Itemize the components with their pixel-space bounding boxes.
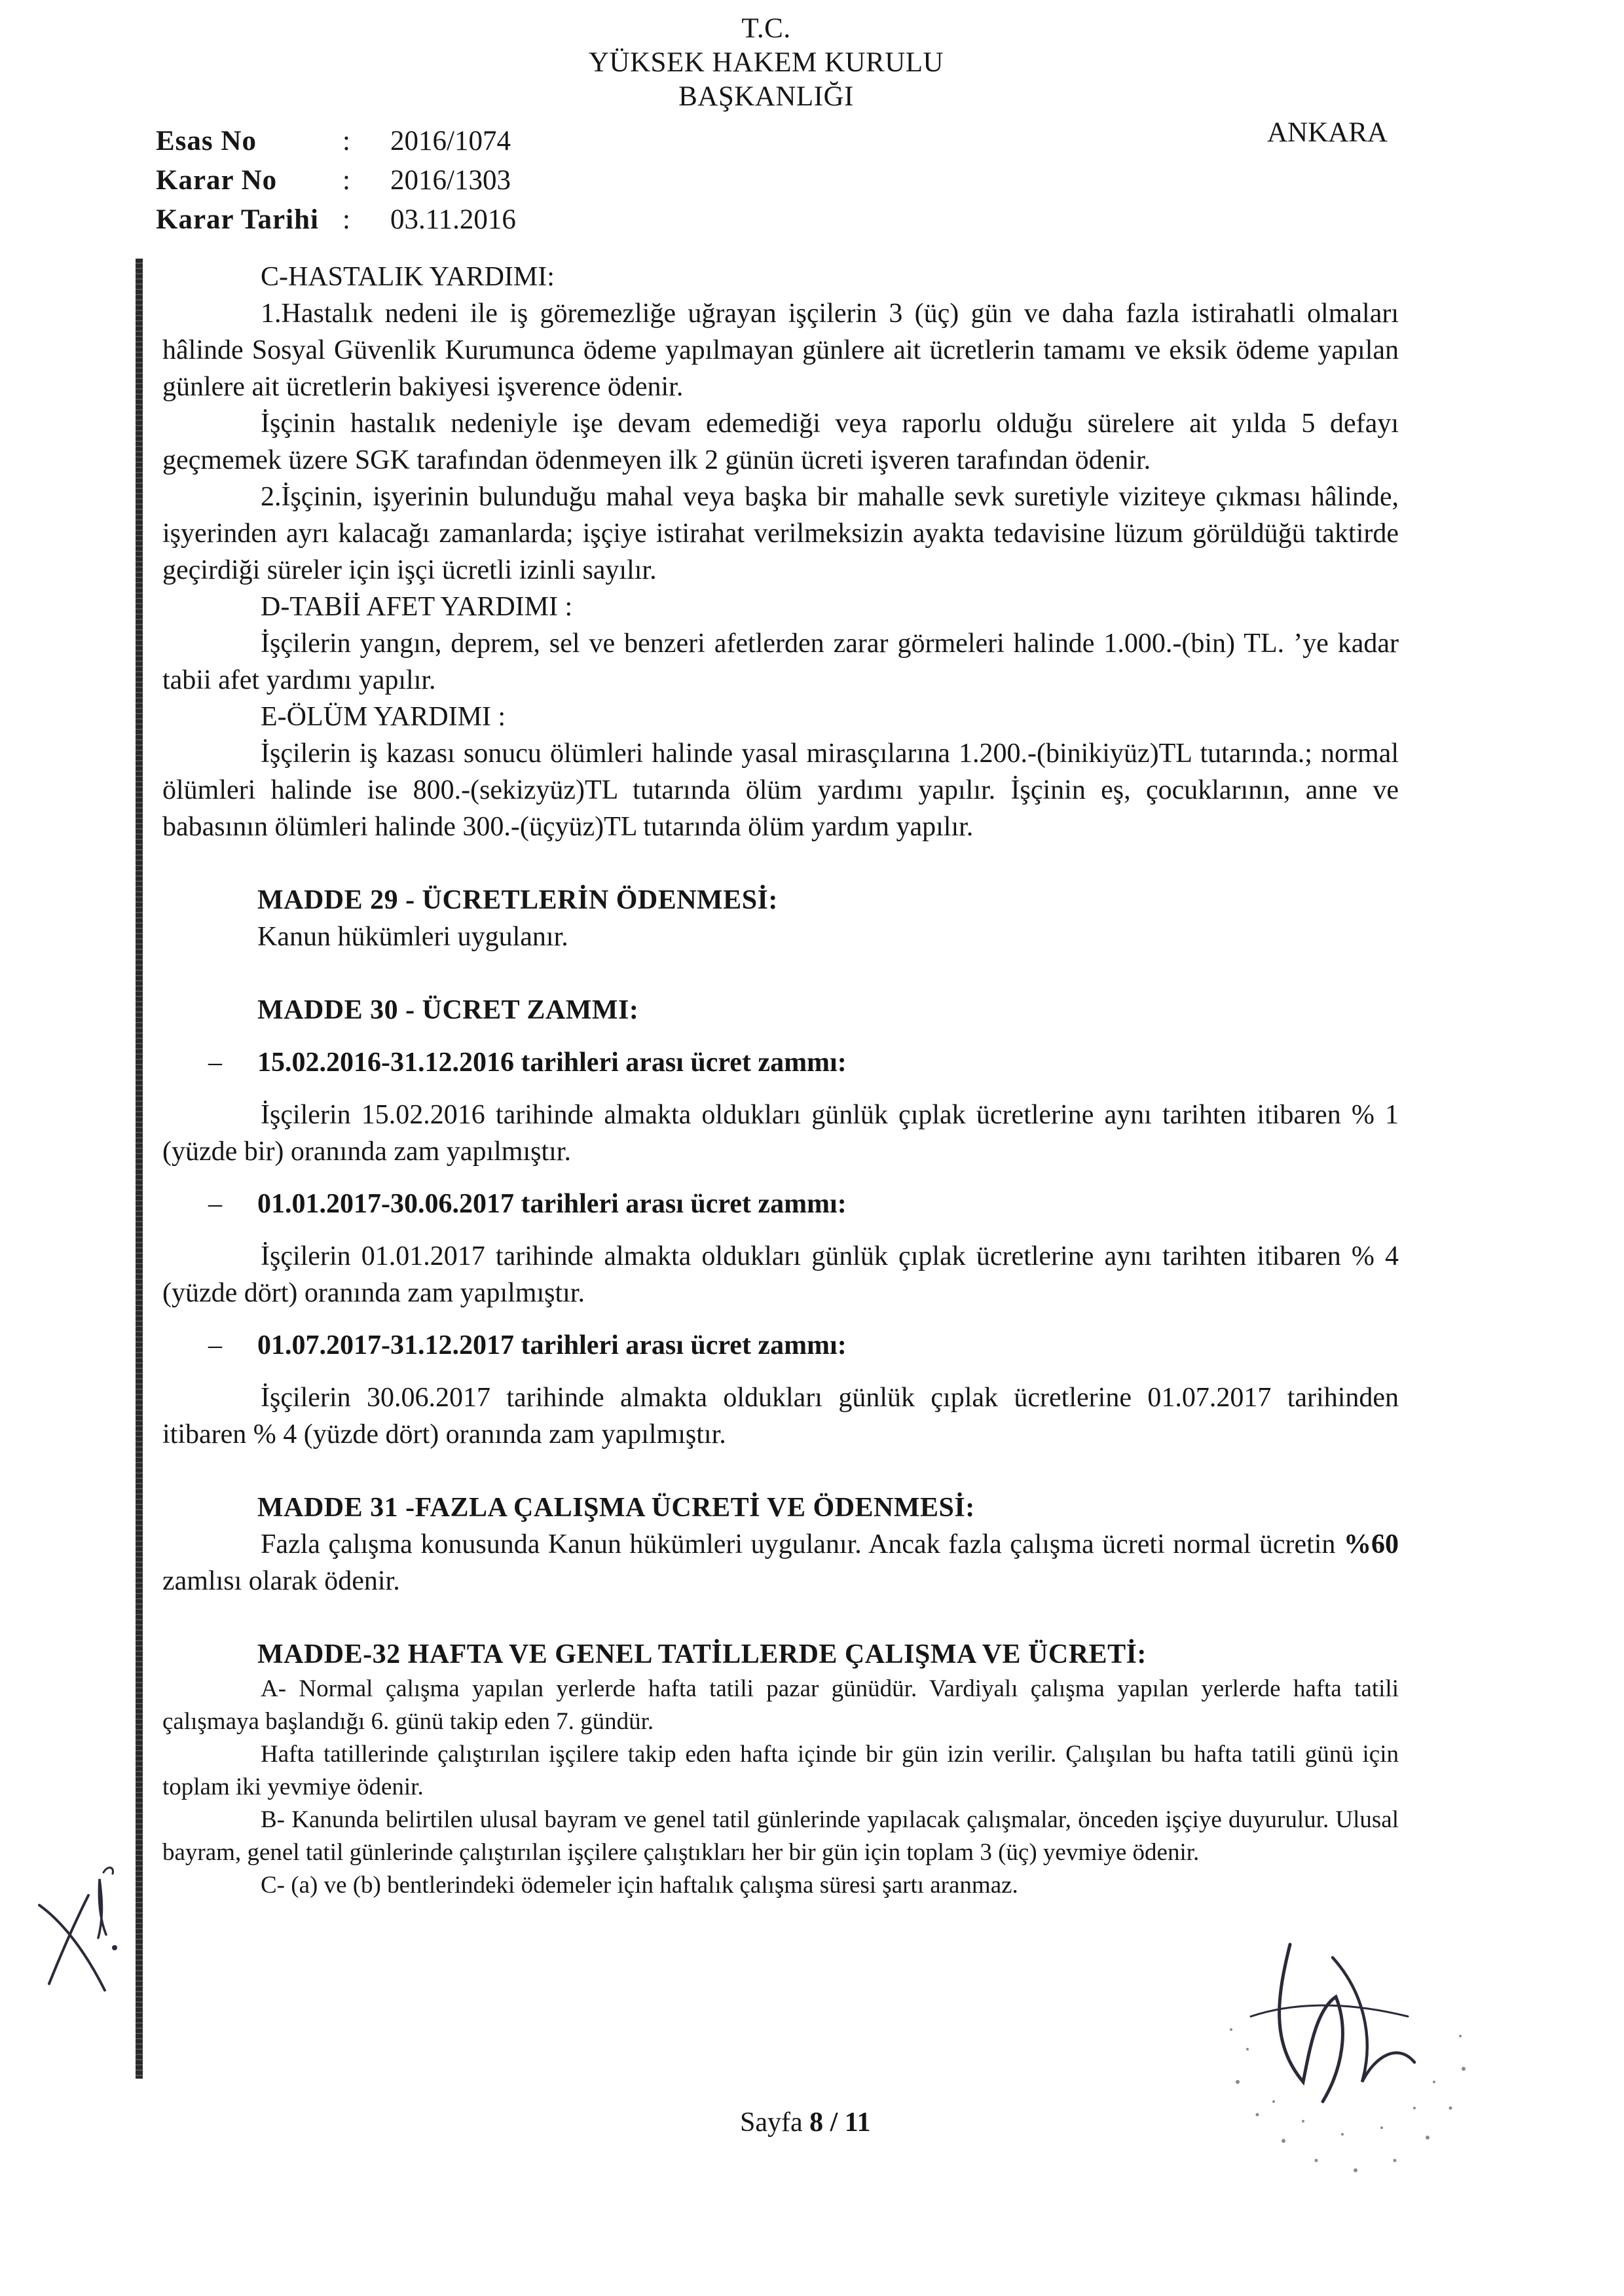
section-c-paragraph-3: 2.İşçinin, işyerinin bulunduğu mahal veya başka bir mahalle sevk suretiyle viziteye çıkması hâlinde, işyerinden ayrı kalacağı zamanlarda; işçiye istirahat verilmeksizin ayakta tedavisine lüzum görüldüğü taktirde geçirdiği süreler için işçi ücretli izinli sayılır. bbox=[162, 482, 1399, 585]
section-e-title: E-ÖLÜM YARDIMI : bbox=[261, 702, 506, 732]
dash-bullet: – bbox=[208, 1048, 222, 1078]
tarih-colon: : bbox=[342, 204, 350, 235]
header-institution: YÜKSEK HAKEM KURULU bbox=[588, 47, 944, 78]
madde-30-period-1-text: İşçilerin 15.02.2016 tarihinde almakta oldukları günlük çıplak ücretlerine aynı tarihten itibaren % 1 (yüzde bir) oranında zam yapılmıştır. bbox=[162, 1100, 1399, 1167]
karar-label: Karar No bbox=[156, 165, 278, 196]
document-body bbox=[162, 259, 1399, 1902]
madde-30-title: MADDE 30 - ÜCRET ZAMMI: bbox=[257, 995, 639, 1025]
section-e-paragraph: İşçilerin iş kazası sonucu ölümleri halinde yasal mirasçılarına 1.200.-(binikiyüz)TL tutarında.; normal ölümleri halinde ise 800.-(sekizyüz)TL tutarında ölüm yardımı yapılır. İşçinin eş, çocuklarının, anne ve babasının ölümleri halinde 300.-(üçyüz)TL tutarında ölüm yardım yapılır. bbox=[162, 738, 1399, 842]
madde-30-period-3-title bbox=[162, 1327, 1399, 1364]
esas-colon: : bbox=[342, 126, 350, 156]
madde-31-text-a: Fazla çalışma konusunda Kanun hükümleri uygulanır. Ancak fazla çalışma ücreti normal ücretin bbox=[261, 1529, 1344, 1559]
page-label: Sayfa bbox=[740, 2107, 803, 2138]
section-c-title: C-HASTALIK YARDIMI: bbox=[261, 262, 555, 292]
madde-32-a: A- Normal çalışma yapılan yerlerde hafta tatili pazar günüdür. Vardiyalı çalışma yapılan yerlerde hafta tatili çalışmaya başlandığı 6. günü takip eden 7. gündür. bbox=[162, 1675, 1399, 1735]
section-c-paragraph-1: 1.Hastalık nedeni ile iş göremezliğe uğrayan işçilerin 3 (üç) gün ve daha fazla istirahatli olmaları hâlinde Sosyal Güvenlik Kurumunca ödeme yapılmayan günlere ait ücretlerin tamamı ve eksik ödeme yapılan günlere ait ücretlerin bakiyesi işverence ödenir. bbox=[162, 299, 1399, 402]
esas-label: Esas No bbox=[156, 126, 257, 156]
madde-30-period-2-title bbox=[162, 1186, 1399, 1222]
madde-29-text: Kanun hükümleri uygulanır. bbox=[257, 922, 568, 952]
madde-32-title: MADDE-32 HAFTA VE GENEL TATİLLERDE ÇALIŞMA VE ÜCRETİ: bbox=[257, 1639, 1147, 1669]
section-d-paragraph: İşçilerin yangın, deprem, sel ve benzeri afetlerden zarar görmeleri halinde 1.000.-(bin) TL. ’ye kadar tabii afet yardımı yapılır. bbox=[162, 629, 1399, 695]
period-3-heading: 01.07.2017-31.12.2017 tarihleri arası ücret zammı: bbox=[257, 1330, 847, 1360]
madde-30-period-2-text: İşçilerin 01.01.2017 tarihinde almakta oldukları günlük çıplak ücretlerine aynı tarihten itibaren % 4 (yüzde dört) oranında zam yapılmıştır. bbox=[162, 1241, 1399, 1308]
period-1-heading: 15.02.2016-31.12.2016 tarihleri arası ücret zammı: bbox=[257, 1048, 847, 1078]
tarih-value: 03.11.2016 bbox=[390, 204, 516, 235]
header-presidency: BAŞKANLIĞI bbox=[678, 81, 854, 112]
madde-31-title: MADDE 31 -FAZLA ÇALIŞMA ÜCRETİ VE ÖDENMESİ: bbox=[257, 1493, 975, 1523]
madde-31-text bbox=[162, 1526, 1399, 1599]
header-tc: T.C. bbox=[741, 13, 791, 44]
madde-32-b: B- Kanunda belirtilen ulusal bayram ve genel tatil günlerinde yapılacak çalışmalar, önceden işçiye duyurulur. Ulusal bayram, genel tatil günlerinde çalıştırılan işçilere çalıştıkları her bir gün için toplam 3 (üç) yevmiye ödenir. bbox=[162, 1806, 1399, 1866]
madde-29-title: MADDE 29 - ÜCRETLERİN ÖDENMESİ: bbox=[257, 885, 778, 915]
section-c-paragraph-2: İşçinin hastalık nedeniyle işe devam edemediği veya raporlu olduğu sürelere ait yılda 5 defayı geçmemek üzere SGK tarafından ödenmeyen ilk 2 günün ücreti işveren tarafından ödenir. bbox=[162, 409, 1399, 475]
madde-32-c: C- (a) ve (b) bentlerindeki ödemeler için haftalık çalışma süresi şartı aranmaz. bbox=[261, 1872, 1018, 1899]
section-d-title: D-TABİİ AFET YARDIMI : bbox=[261, 592, 573, 622]
dash-bullet: – bbox=[208, 1330, 222, 1360]
dash-bullet: – bbox=[208, 1189, 222, 1219]
madde-30-period-3-text: İşçilerin 30.06.2017 tarihinde almakta oldukları günlük çıplak ücretlerine 01.07.2017 tarihinden itibaren % 4 (yüzde dört) oranında zam yapılmıştır. bbox=[162, 1383, 1399, 1449]
page-number: 8 / 11 bbox=[809, 2107, 871, 2138]
madde-31-rate: %60 bbox=[1344, 1529, 1399, 1559]
period-2-heading: 01.01.2017-30.06.2017 tarihleri arası ücret zammı: bbox=[257, 1189, 847, 1219]
karar-colon: : bbox=[342, 165, 350, 196]
karar-value: 2016/1303 bbox=[390, 165, 511, 196]
page-footer bbox=[740, 2107, 871, 2138]
tarih-label: Karar Tarihi bbox=[156, 204, 319, 235]
right-signature-and-stamp bbox=[1211, 1918, 1486, 2193]
margin-bar bbox=[136, 259, 143, 2079]
madde-30-period-1-title bbox=[162, 1044, 1399, 1081]
esas-value: 2016/1074 bbox=[390, 126, 511, 156]
madde-32-a2: Hafta tatillerinde çalıştırılan işçilere takip eden hafta içinde bir gün izin verilir. Çalışılan bu hafta tatili günü için toplam iki yevmiye ödenir. bbox=[162, 1741, 1399, 1800]
header-city: ANKARA bbox=[1267, 117, 1388, 148]
left-initials-signature bbox=[26, 1859, 124, 2003]
madde-31-text-c: zamlısı olarak ödenir. bbox=[162, 1566, 400, 1596]
